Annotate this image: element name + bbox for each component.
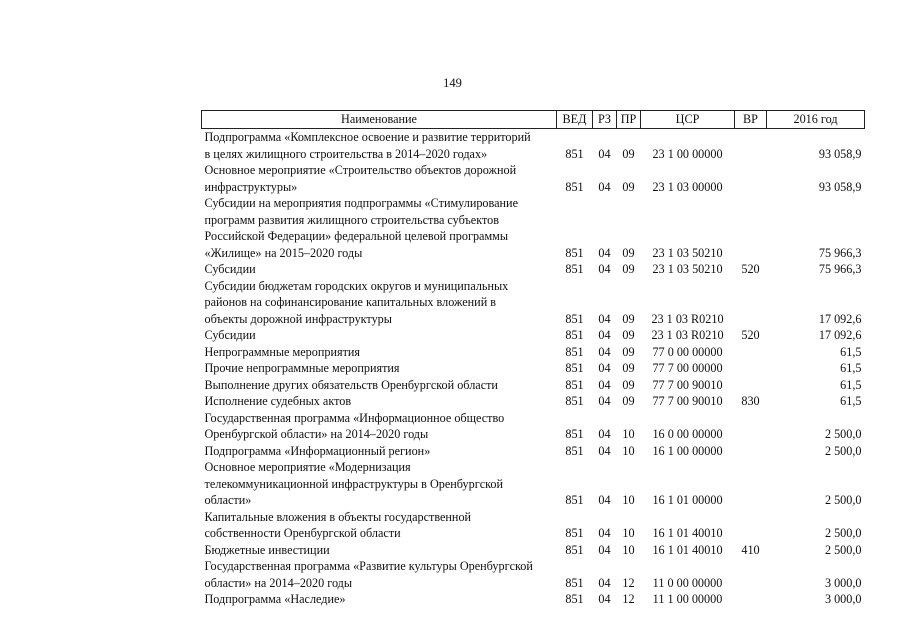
cell-pr: 09 (622, 245, 635, 260)
cell-amount: 75 966,3 (818, 245, 862, 260)
cell-name: Основное мероприятие «Строительство объектов дорожной инфраструктуры» (204, 163, 517, 194)
cell-vr (735, 278, 767, 328)
cell-rz: 04 (598, 146, 611, 161)
cell-name: Непрограммные мероприятия (204, 344, 361, 359)
cell-csr: 23 1 03 00000 (652, 179, 723, 194)
table-row (202, 459, 865, 509)
cell-amount: 2 500,0 (824, 542, 862, 557)
cell-vr (735, 410, 767, 443)
cell-vr (735, 377, 767, 394)
cell-ved: 851 (565, 575, 584, 590)
cell-ved: 851 (565, 526, 584, 540)
cell-name: Субсидии (204, 262, 256, 276)
cell-vr (735, 344, 767, 361)
cell-name: Подпрограмма «Комплексное освоение и развитие территорий в целях жилищного строительства в 2014–2020 годах» (204, 130, 531, 161)
cell-csr: 77 7 00 90010 (652, 377, 723, 392)
header-csr: ЦСР (641, 111, 735, 129)
cell-amount: 3 000,0 (824, 592, 862, 606)
table-row (202, 509, 865, 542)
table-row (202, 558, 865, 591)
table-row (202, 393, 865, 410)
cell-rz: 04 (598, 575, 611, 590)
cell-ved: 851 (565, 262, 584, 276)
cell-vr (735, 459, 767, 509)
cell-name: Государственная программа «Развитие культуры Оренбургской области» на 2014–2020 годы (204, 559, 533, 590)
cell-amount: 61,5 (840, 361, 862, 375)
cell-amount: 3 000,0 (824, 575, 862, 590)
cell-rz: 04 (598, 311, 611, 326)
cell-pr: 09 (622, 328, 635, 342)
cell-ved: 851 (565, 394, 584, 408)
cell-pr: 10 (622, 526, 635, 540)
cell-name: Исполнение судебных актов (204, 394, 352, 408)
cell-amount: 61,5 (840, 394, 862, 408)
cell-amount: 75 966,3 (818, 262, 862, 276)
cell-amount: 61,5 (840, 377, 862, 392)
cell-vr (735, 360, 767, 377)
table-row (202, 162, 865, 195)
cell-name: Субсидии бюджетам городских округов и муниципальных районов на софинансирование капитальных вложений в объекты дорожной инфраструктуры (204, 278, 509, 326)
cell-ved: 851 (565, 443, 584, 458)
cell-amount: 17 092,6 (818, 311, 862, 326)
table-row (202, 344, 865, 361)
cell-pr: 09 (622, 394, 635, 408)
cell-ved: 851 (565, 542, 584, 557)
cell-ved: 851 (565, 592, 584, 606)
header-pr: ПР (617, 111, 641, 129)
cell-csr: 16 1 01 40010 (652, 542, 723, 557)
cell-rz: 04 (598, 542, 611, 557)
cell-csr: 77 0 00 00000 (652, 344, 723, 359)
header-amount: 2016 год (767, 111, 865, 129)
cell-amount: 17 092,6 (818, 328, 862, 342)
header-row (202, 111, 865, 129)
cell-pr: 09 (622, 146, 635, 161)
cell-ved: 851 (565, 427, 584, 441)
cell-vr: 520 (741, 328, 760, 342)
cell-pr: 09 (622, 344, 635, 359)
cell-name: Капитальные вложения в объекты государственной собственности Оренбургской области (204, 509, 472, 540)
cell-pr: 09 (622, 179, 635, 194)
cell-csr: 16 0 00 00000 (652, 427, 723, 441)
cell-csr: 23 1 00 00000 (652, 146, 723, 161)
cell-amount: 2 500,0 (824, 427, 862, 441)
cell-amount: 2 500,0 (824, 443, 862, 458)
cell-vr (735, 162, 767, 195)
cell-pr: 09 (622, 311, 635, 326)
cell-pr: 10 (622, 493, 635, 507)
cell-ved: 851 (565, 146, 584, 161)
table-row (202, 261, 865, 278)
cell-rz: 04 (598, 262, 611, 276)
cell-pr: 09 (622, 361, 635, 375)
cell-vr (735, 591, 767, 608)
cell-pr: 12 (622, 575, 635, 590)
cell-name: Подпрограмма «Наследие» (204, 592, 346, 606)
cell-ved: 851 (565, 179, 584, 194)
cell-pr: 09 (622, 262, 635, 276)
cell-name: Основное мероприятие «Модернизация телекоммуникационной инфраструктуры в Оренбургской области» (204, 460, 504, 507)
cell-pr: 10 (622, 443, 635, 458)
cell-rz: 04 (598, 493, 611, 507)
cell-csr: 16 1 01 40010 (652, 526, 723, 540)
cell-rz: 04 (598, 377, 611, 392)
page-number: 149 (443, 76, 462, 90)
cell-csr: 16 1 00 00000 (652, 443, 723, 458)
cell-vr: 410 (741, 542, 760, 557)
cell-rz: 04 (598, 344, 611, 359)
cell-ved: 851 (565, 328, 584, 342)
cell-name: Субсидии (204, 328, 256, 342)
cell-rz: 04 (598, 592, 611, 606)
table-row (202, 360, 865, 377)
cell-csr: 23 1 03 R0210 (651, 328, 724, 342)
budget-table (201, 110, 865, 608)
cell-csr: 77 7 00 90010 (652, 394, 723, 408)
cell-rz: 04 (598, 245, 611, 260)
cell-rz: 04 (598, 394, 611, 408)
table-row (202, 410, 865, 443)
cell-vr (735, 558, 767, 591)
cell-name: Подпрограмма «Информационный регион» (204, 443, 431, 458)
cell-pr: 12 (622, 592, 635, 606)
header-rz: РЗ (593, 111, 617, 129)
cell-ved: 851 (565, 493, 584, 507)
table-row (202, 278, 865, 328)
table-row (202, 327, 865, 344)
table-row (202, 377, 865, 394)
header-vr: ВР (735, 111, 767, 129)
cell-amount: 93 058,9 (818, 179, 862, 194)
cell-ved: 851 (565, 311, 584, 326)
header-name: Наименование (202, 111, 557, 129)
cell-csr: 11 1 00 00000 (652, 592, 723, 606)
cell-pr: 09 (622, 377, 635, 392)
cell-vr: 520 (741, 262, 760, 276)
table-row (202, 195, 865, 261)
cell-vr (735, 129, 767, 163)
cell-vr (735, 195, 767, 261)
cell-amount: 2 500,0 (824, 526, 862, 540)
cell-rz: 04 (598, 361, 611, 375)
cell-name: Государственная программа «Информационное общество Оренбургской области» на 2014–2020 годы (204, 410, 505, 441)
cell-vr (735, 509, 767, 542)
cell-pr: 10 (622, 427, 635, 441)
cell-csr: 77 7 00 00000 (652, 361, 723, 375)
cell-name: Бюджетные инвестиции (204, 542, 330, 557)
cell-rz: 04 (598, 526, 611, 540)
cell-amount: 61,5 (840, 344, 862, 359)
cell-csr: 23 1 03 50210 (652, 262, 723, 276)
cell-csr: 23 1 03 R0210 (651, 311, 724, 326)
table-row (202, 443, 865, 460)
table-row (202, 129, 865, 163)
cell-amount: 93 058,9 (818, 146, 862, 161)
cell-csr: 11 0 00 00000 (652, 575, 723, 590)
table-body (202, 129, 865, 608)
cell-rz: 04 (598, 443, 611, 458)
cell-csr: 23 1 03 50210 (652, 245, 723, 260)
cell-vr: 830 (741, 394, 760, 408)
cell-amount: 2 500,0 (824, 493, 862, 507)
cell-csr: 16 1 01 00000 (652, 493, 723, 507)
cell-ved: 851 (565, 245, 584, 260)
cell-vr (735, 443, 767, 460)
header-ved: ВЕД (557, 111, 593, 129)
cell-name: Выполнение других обязательств Оренбургской области (204, 377, 498, 392)
table-row (202, 591, 865, 608)
cell-ved: 851 (565, 377, 584, 392)
cell-ved: 851 (565, 344, 584, 359)
cell-name: Прочие непрограммные мероприятия (204, 361, 400, 375)
cell-ved: 851 (565, 361, 584, 375)
cell-pr: 10 (622, 542, 635, 557)
cell-rz: 04 (598, 179, 611, 194)
cell-name: Субсидии на мероприятия подпрограммы «Стимулирование программ развития жилищного строительства субъектов Российской Федерации» федеральной целевой программы «Жилище» на 2015–2020 годы (204, 196, 518, 260)
cell-rz: 04 (598, 328, 611, 342)
cell-rz: 04 (598, 427, 611, 441)
table-row (202, 542, 865, 559)
table-header (202, 111, 865, 129)
